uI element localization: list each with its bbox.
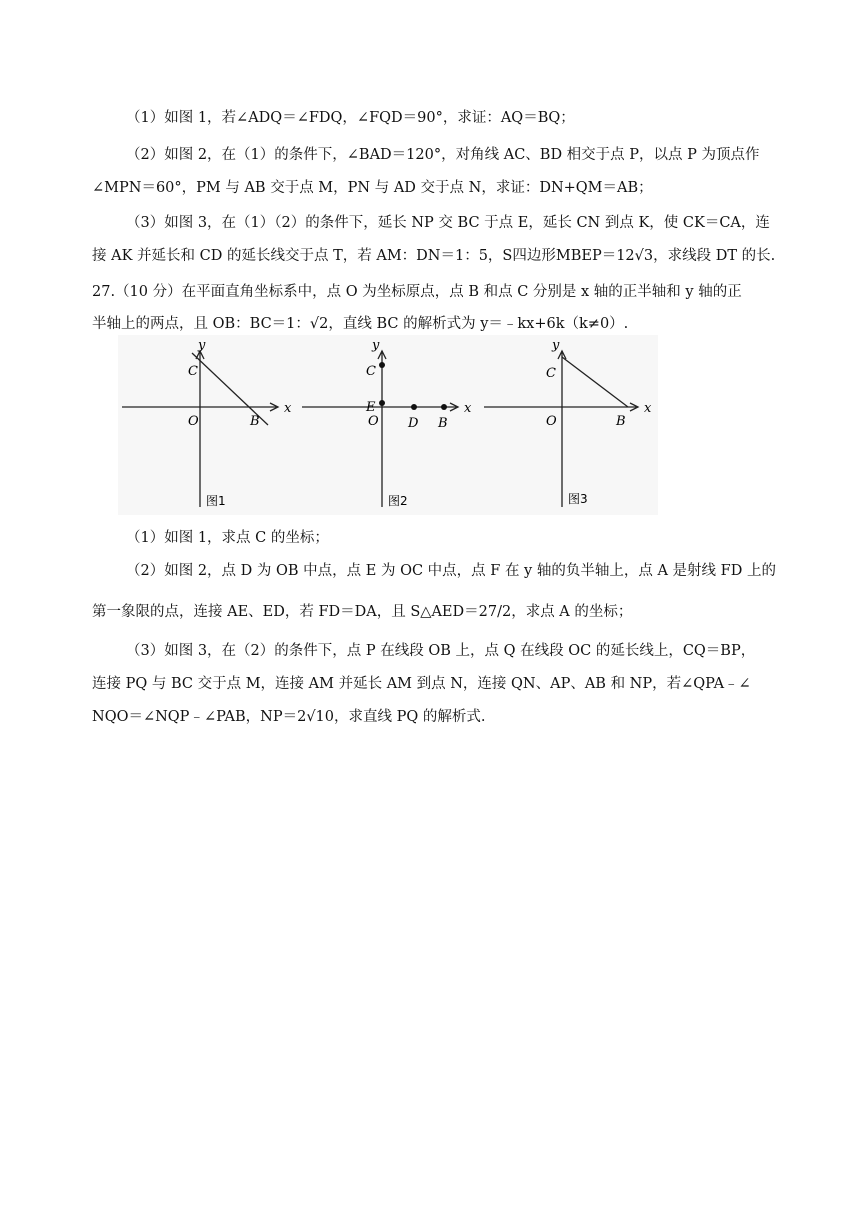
fig1-caption: 图1 [206,494,226,508]
p27-part2-line2: 第一象限的点，连接 AE、ED，若 FD＝DA，且 S△AED＝27/2，求点 A 的坐标； [92,604,633,620]
p27-part2-line1: （2）如图 2，点 D 为 OB 中点，点 E 为 OC 中点，点 F 在 y 轴的负半轴上，点 A 是射线 FD 上的 [126,563,776,579]
fig1-y-label: y [198,338,206,353]
fig1-point-o: O [188,414,199,429]
fig3-caption: 图3 [568,492,588,506]
fig2-y-label: y [372,338,380,353]
fig2-point-o: O [368,414,379,429]
fig2-point-b: B [438,416,448,431]
p26-part3-line2: 接 AK 并延长和 CD 的延长线交于点 T，若 AM：DN＝1：5，S四边形MBEP＝12√3，求线段 DT 的长. [92,248,776,264]
fig3-point-c: C [546,366,556,381]
fig2-dot-d [411,404,417,410]
p26-part3-line1: （3）如图 3，在（1）（2）的条件下，延长 NP 交 BC 于点 E，延长 CN 到点 K，使 CK＝CA，连 [126,215,770,231]
fig3-y-label: y [552,338,560,353]
fig2-point-d: D [408,416,419,431]
p27-stem-line2: 半轴上的两点，且 OB：BC＝1：√2，直线 BC 的解析式为 y＝﹣kx+6k（k≠0）. [92,316,629,332]
fig1-point-b: B [250,414,260,429]
fig3-x-label: x [644,401,652,416]
fig1-x-label: x [284,401,292,416]
p27-stem-line1: 27.（10 分）在平面直角坐标系中，点 O 为坐标原点，点 B 和点 C 分别是 x 轴的正半轴和 y 轴的正 [92,284,742,300]
p26-part1: （1）如图 1，若∠ADQ＝∠FDQ，∠FQD＝90°，求证：AQ＝BQ； [126,110,575,126]
figures-row [118,335,658,515]
fig2-dot-c [379,362,385,368]
p26-part2-line1: （2）如图 2，在（1）的条件下，∠BAD＝120°，对角线 AC、BD 相交于点 P，以点 P 为顶点作 [126,147,760,163]
p26-part2-line2: ∠MPN＝60°，PM 与 AB 交于点 M，PN 与 AD 交于点 N，求证：DN+QM＝AB； [92,180,653,196]
p27-part3-line1: （3）如图 3，在（2）的条件下，点 P 在线段 OB 上，点 Q 在线段 OC 的延长线上，CQ＝BP， [126,643,756,659]
fig2-dot-e [379,400,385,406]
p27-part3-line3: NQO＝∠NQP﹣∠PAB，NP＝2√10，求直线 PQ 的解析式. [92,709,486,725]
p27-part3-line2: 连接 PQ 与 BC 交于点 M，连接 AM 并延长 AM 到点 N，连接 QN、AP、AB 和 NP，若∠QPA﹣∠ [92,676,751,692]
fig1-point-c: C [188,364,198,379]
fig2-point-e: E [366,400,376,415]
fig2-point-c: C [366,364,376,379]
fig3-point-o: O [546,414,557,429]
fig2-caption: 图2 [388,494,408,508]
fig2-x-label: x [464,401,472,416]
coordinate-figures [118,335,658,515]
fig3-point-b: B [616,414,626,429]
p27-part1: （1）如图 1，求点 C 的坐标； [126,530,329,546]
fig2-dot-b [441,404,447,410]
